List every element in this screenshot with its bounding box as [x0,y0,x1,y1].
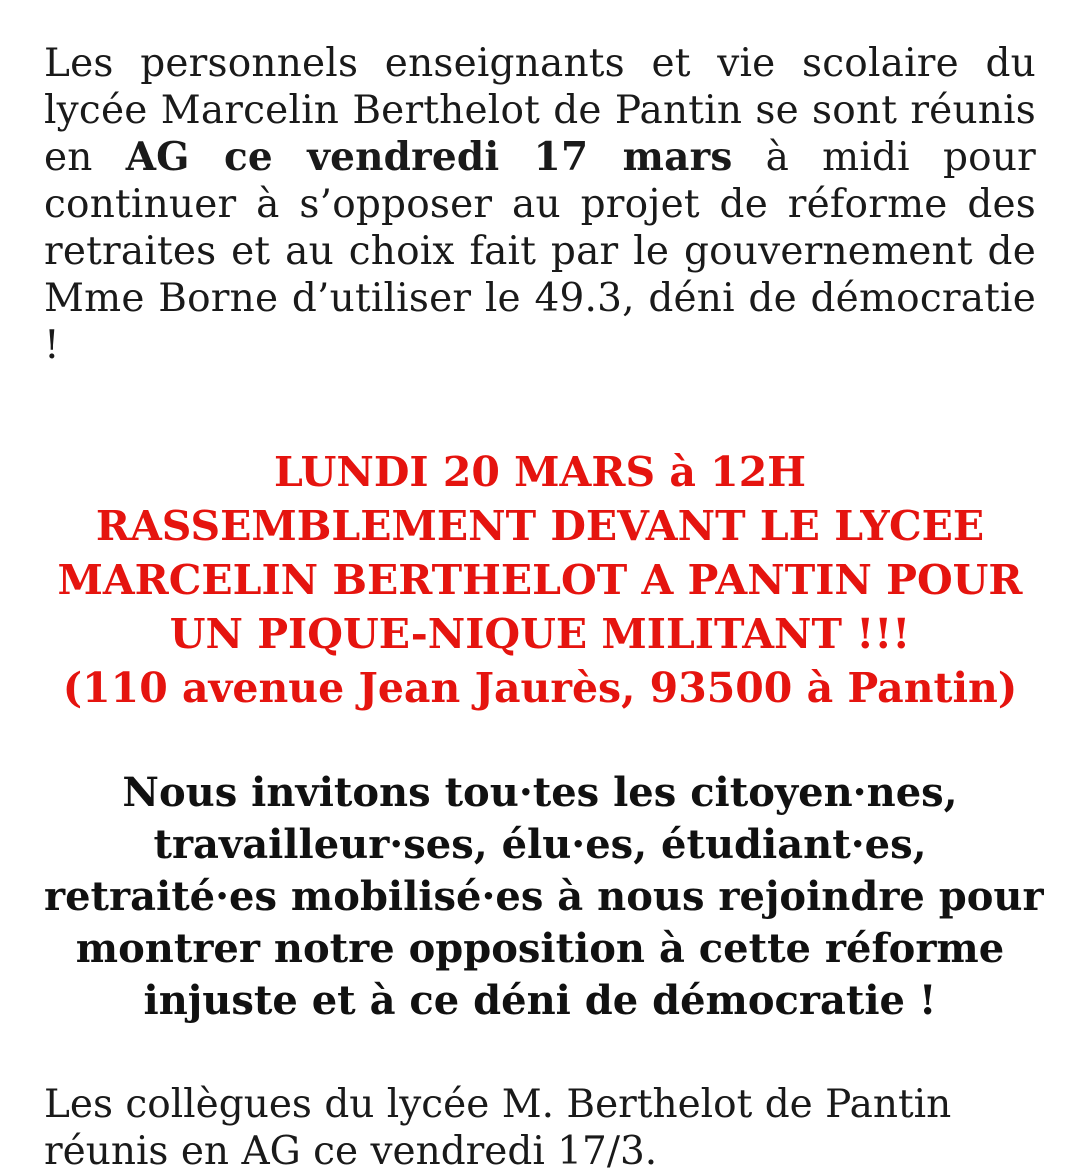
event-line-picnic: UN PIQUE-NIQUE MILITANT !!! [169,610,911,658]
intro-text-start: Les personnels enseignants et vie scolaire du lycée Marcelin Berthelot de Pantin se sont réunis en [44,41,1036,180]
event-announcement [44,445,1036,715]
intro-text-end: à midi pour continuer à s’opposer au projet de réforme des retraites et au choix fait par le gouvernement de Mme Borne d’utiliser le 49.3, déni de démocratie ! [44,135,1036,368]
intro-bold-date: AG ce vendredi 17 mars [125,134,733,180]
invite-line-1: Nous invitons tou·tes les citoyen·nes, [122,769,958,816]
invite-line-3: retraité·es mobilisé·es à nous rejoindre pour [44,873,1044,920]
invite-line-5: injuste et à ce déni de démocratie ! [143,977,937,1024]
invite-line-2: travailleur·ses, élu·es, étudiant·es, [153,821,927,868]
event-line-address: (110 avenue Jean Jaurès, 93500 à Pantin) [62,664,1018,712]
event-line-date: LUNDI 20 MARS à 12H [274,448,806,496]
intro-paragraph [44,40,1036,369]
invite-line-4: montrer notre opposition à cette réforme [75,925,1005,972]
event-line-gathering: RASSEMBLEMENT DEVANT LE LYCEE [95,502,985,550]
invitation-block [44,767,1044,1027]
event-line-location: MARCELIN BERTHELOT A PANTIN POUR [57,556,1023,604]
signature-paragraph: Les collègues du lycée M. Berthelot de Pantin réunis en AG ce vendredi 17/3. [44,1082,952,1174]
